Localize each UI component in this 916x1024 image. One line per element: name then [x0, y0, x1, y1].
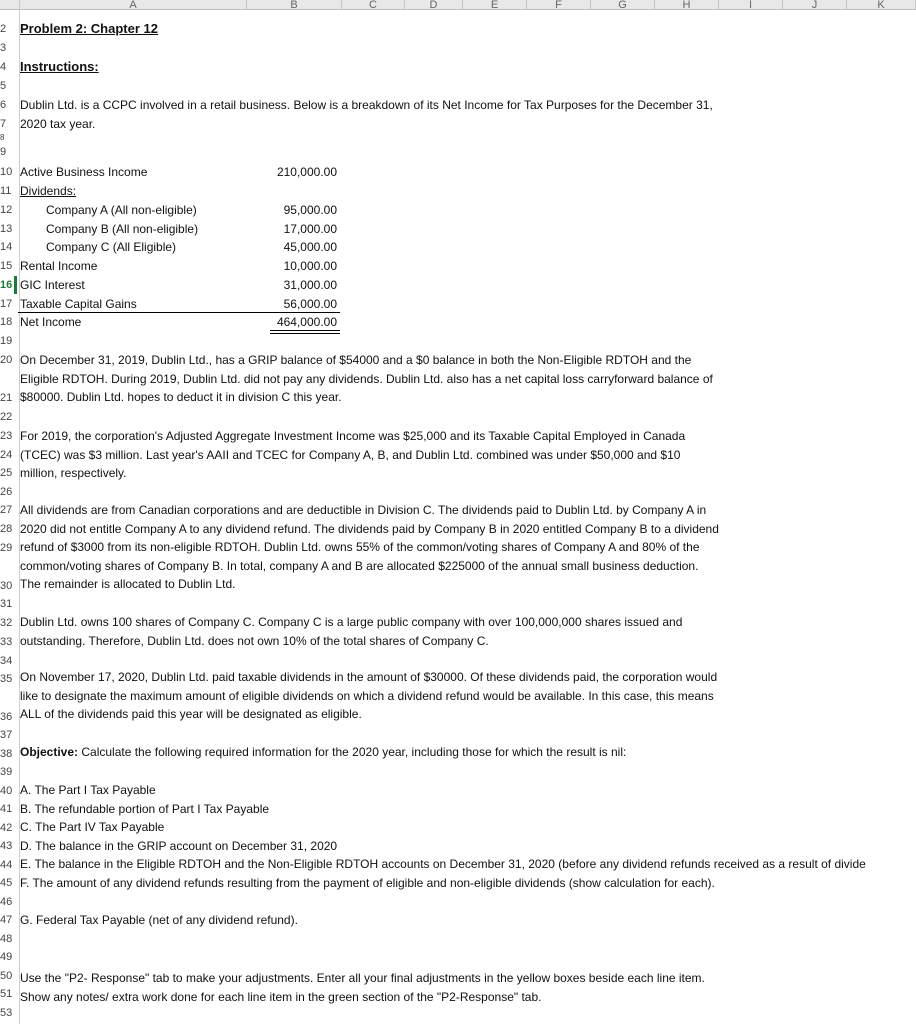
- row-number[interactable]: 45: [0, 877, 13, 889]
- row-number[interactable]: 31: [0, 598, 13, 610]
- company-c-paragraph[interactable]: Dublin Ltd. owns 100 shares of Company C. Company C is a large public company with over 100,000,000 shares issued and outstanding. Therefore, Dublin Ltd. does not own 10% of the total shares of Company C.: [20, 615, 683, 648]
- intro-paragraph[interactable]: Dublin Ltd. is a CCPC involved in a retail business. Below is a breakdown of its Net Income for Tax Purposes for the December 31, 2020 tax year.: [20, 98, 713, 131]
- row-number[interactable]: 23: [0, 430, 13, 442]
- rental-income-label[interactable]: Rental Income: [20, 259, 98, 273]
- column-header-d[interactable]: D: [405, 0, 463, 10]
- row-number[interactable]: 6: [0, 99, 7, 111]
- row-number[interactable]: 7: [0, 118, 7, 130]
- row-number[interactable]: 4: [0, 61, 7, 73]
- net-income-value[interactable]: 464,000.00: [276, 315, 337, 329]
- row-number[interactable]: 43: [0, 840, 13, 852]
- active-business-income-label[interactable]: Active Business Income: [20, 165, 148, 179]
- company-a-value[interactable]: 95,000.00: [283, 203, 337, 217]
- row-number[interactable]: 18: [0, 316, 13, 328]
- row-number[interactable]: 10: [0, 166, 13, 178]
- row-number[interactable]: 26: [0, 486, 13, 498]
- column-header-c[interactable]: C: [342, 0, 405, 10]
- row-number[interactable]: 28: [0, 523, 13, 535]
- row-number[interactable]: 37: [0, 729, 13, 741]
- column-header-b[interactable]: B: [247, 0, 342, 10]
- requirement-item[interactable]: D. The balance in the GRIP account on December 31, 2020: [20, 839, 338, 853]
- row-number[interactable]: 12: [0, 204, 13, 216]
- company-a-label[interactable]: Company A (All non-eligible): [46, 203, 197, 217]
- dividends-paid-paragraph[interactable]: On November 17, 2020, Dublin Ltd. paid taxable dividends in the amount of $30000. Of these dividends paid, the corporation would like to designate the maximum amount of eligible dividends on which a dividend refund would be available. In this case, this means ALL of the dividends paid this year will be designated as eligible.: [20, 670, 718, 721]
- closing-paragraph[interactable]: Use the "P2- Response" tab to make your adjustments. Enter all your final adjustments in the yellow boxes beside each line item. Show any notes/ extra work done for each line item in the green section of the "P2-Response" tab.: [20, 971, 705, 1004]
- row-number[interactable]: 49: [0, 951, 13, 963]
- row-number[interactable]: 11: [0, 185, 12, 197]
- row-number[interactable]: 38: [0, 748, 13, 760]
- requirement-item[interactable]: G. Federal Tax Payable (net of any dividend refund).: [20, 913, 298, 927]
- row-number[interactable]: 21: [0, 392, 13, 404]
- requirement-item[interactable]: B. The refundable portion of Part I Tax Payable: [20, 802, 270, 816]
- row-number[interactable]: 53: [0, 1007, 13, 1019]
- company-c-label[interactable]: Company C (All Eligible): [46, 240, 177, 254]
- row-number[interactable]: 40: [0, 785, 13, 797]
- column-header-g[interactable]: G: [591, 0, 655, 10]
- row-number[interactable]: 5: [0, 80, 7, 92]
- row-number[interactable]: 29: [0, 542, 13, 554]
- row-number[interactable]: 51: [0, 988, 13, 1000]
- row-number[interactable]: 8: [0, 133, 5, 142]
- column-header-f[interactable]: F: [527, 0, 591, 10]
- double-underline-top: [270, 330, 340, 331]
- row-number[interactable]: 32: [0, 617, 13, 629]
- row-number[interactable]: 24: [0, 449, 13, 461]
- row-number[interactable]: 17: [0, 298, 13, 310]
- requirement-item[interactable]: C. The Part IV Tax Payable: [20, 820, 165, 834]
- gic-interest-value[interactable]: 31,000.00: [283, 278, 337, 292]
- column-header-i[interactable]: I: [719, 0, 783, 10]
- row-number[interactable]: 30: [0, 580, 13, 592]
- row-number[interactable]: 3: [0, 42, 7, 54]
- taxable-capital-gains-value[interactable]: 56,000.00: [283, 297, 337, 311]
- instructions-heading[interactable]: Instructions:: [20, 59, 99, 74]
- row-number[interactable]: 22: [0, 411, 13, 423]
- row-number[interactable]: 34: [0, 655, 13, 667]
- row-number[interactable]: 47: [0, 914, 13, 926]
- column-header-e[interactable]: E: [463, 0, 527, 10]
- double-underline-bottom: [270, 333, 340, 334]
- row-number[interactable]: 46: [0, 896, 13, 908]
- page-title[interactable]: Problem 2: Chapter 12: [20, 21, 158, 36]
- active-business-income-value[interactable]: 210,000.00: [276, 165, 337, 179]
- row-number[interactable]: 16: [0, 279, 13, 291]
- objective-row[interactable]: [20, 743, 626, 762]
- column-header-h[interactable]: H: [655, 0, 719, 10]
- objective-label: Objective:: [20, 745, 79, 759]
- grip-balance-paragraph[interactable]: On December 31, 2019, Dublin Ltd., has a GRIP balance of $54000 and a $0 balance in both the Non-Eligible RDTOH and the Eligible RDTOH. During 2019, Dublin Ltd. did not pay any dividends. Dublin Ltd. also has a net capital loss carryforward balance of $80000. Dublin Ltd. hopes to deduct it in division C this year.: [20, 353, 713, 404]
- column-header-k[interactable]: K: [847, 0, 916, 10]
- requirement-item[interactable]: E. The balance in the Eligible RDTOH and the Non-Eligible RDTOH accounts on December 31, 2020 (before any dividend refunds received as a result of divide: [20, 857, 866, 871]
- company-b-value[interactable]: 17,000.00: [283, 222, 337, 236]
- company-c-value[interactable]: 45,000.00: [283, 240, 337, 254]
- corner-cell[interactable]: [0, 0, 20, 10]
- row-number[interactable]: 20: [0, 354, 13, 366]
- row-number[interactable]: 35: [0, 673, 13, 685]
- row-number[interactable]: 48: [0, 933, 13, 945]
- requirement-item[interactable]: A. The Part I Tax Payable: [20, 783, 156, 797]
- net-income-label[interactable]: Net Income: [20, 315, 82, 329]
- row-number[interactable]: 42: [0, 822, 13, 834]
- active-cell-indicator: [14, 276, 17, 294]
- row-number[interactable]: 2: [0, 23, 7, 35]
- dividends-paragraph[interactable]: All dividends are from Canadian corporations and are deductible in Division C. The dividends paid to Dublin Ltd. by Company A in 2020 did not entitle Company A to any dividend refund. The dividends paid by Company B in 2020 entitled Company B to a dividend refund of $3000 from its non-eligible RDTOH. Dublin Ltd. owns 55% of the common/voting shares of Company A and 80% of the common/voting shares of Company B. In total, company A and B are allocated $225000 of the annual small business deduction. The remainder is allocated to Dublin Ltd.: [20, 503, 719, 591]
- rental-income-value[interactable]: 10,000.00: [283, 259, 337, 273]
- row-number[interactable]: 14: [0, 241, 13, 253]
- dividends-label[interactable]: Dividends:: [20, 184, 77, 198]
- aaii-tcec-paragraph[interactable]: For 2019, the corporation's Adjusted Aggregate Investment Income was $25,000 and its Taxable Capital Employed in Canada (TCEC) was $3 million. Last year's AAII and TCEC for Company A, B, and Dublin Ltd. combined was under $50,000 and $10 million, respectively.: [20, 429, 686, 480]
- row-number[interactable]: 19: [0, 335, 13, 347]
- column-header-a[interactable]: A: [20, 0, 247, 10]
- row-number[interactable]: 9: [0, 146, 7, 158]
- column-header-j[interactable]: J: [783, 0, 847, 10]
- row-number[interactable]: 33: [0, 636, 13, 648]
- row-number[interactable]: 50: [0, 970, 13, 982]
- company-b-label[interactable]: Company B (All non-eligible): [46, 222, 199, 236]
- row-number[interactable]: 15: [0, 260, 13, 272]
- row-number[interactable]: 13: [0, 223, 13, 235]
- objective-text: Calculate the following required information for the 2020 year, including those for which the result is nil:: [78, 745, 627, 759]
- row-number[interactable]: 41: [0, 803, 13, 815]
- row-number[interactable]: 27: [0, 504, 13, 516]
- row-number[interactable]: 25: [0, 467, 13, 479]
- gic-interest-label[interactable]: GIC Interest: [20, 278, 85, 292]
- row-number[interactable]: 39: [0, 766, 13, 778]
- taxable-capital-gains-label[interactable]: Taxable Capital Gains: [20, 297, 137, 311]
- row-number[interactable]: 44: [0, 859, 13, 871]
- row-number[interactable]: 36: [0, 711, 13, 723]
- requirement-item[interactable]: F. The amount of any dividend refunds resulting from the payment of eligible and non-eligible dividends (show calculation for each).: [20, 876, 715, 890]
